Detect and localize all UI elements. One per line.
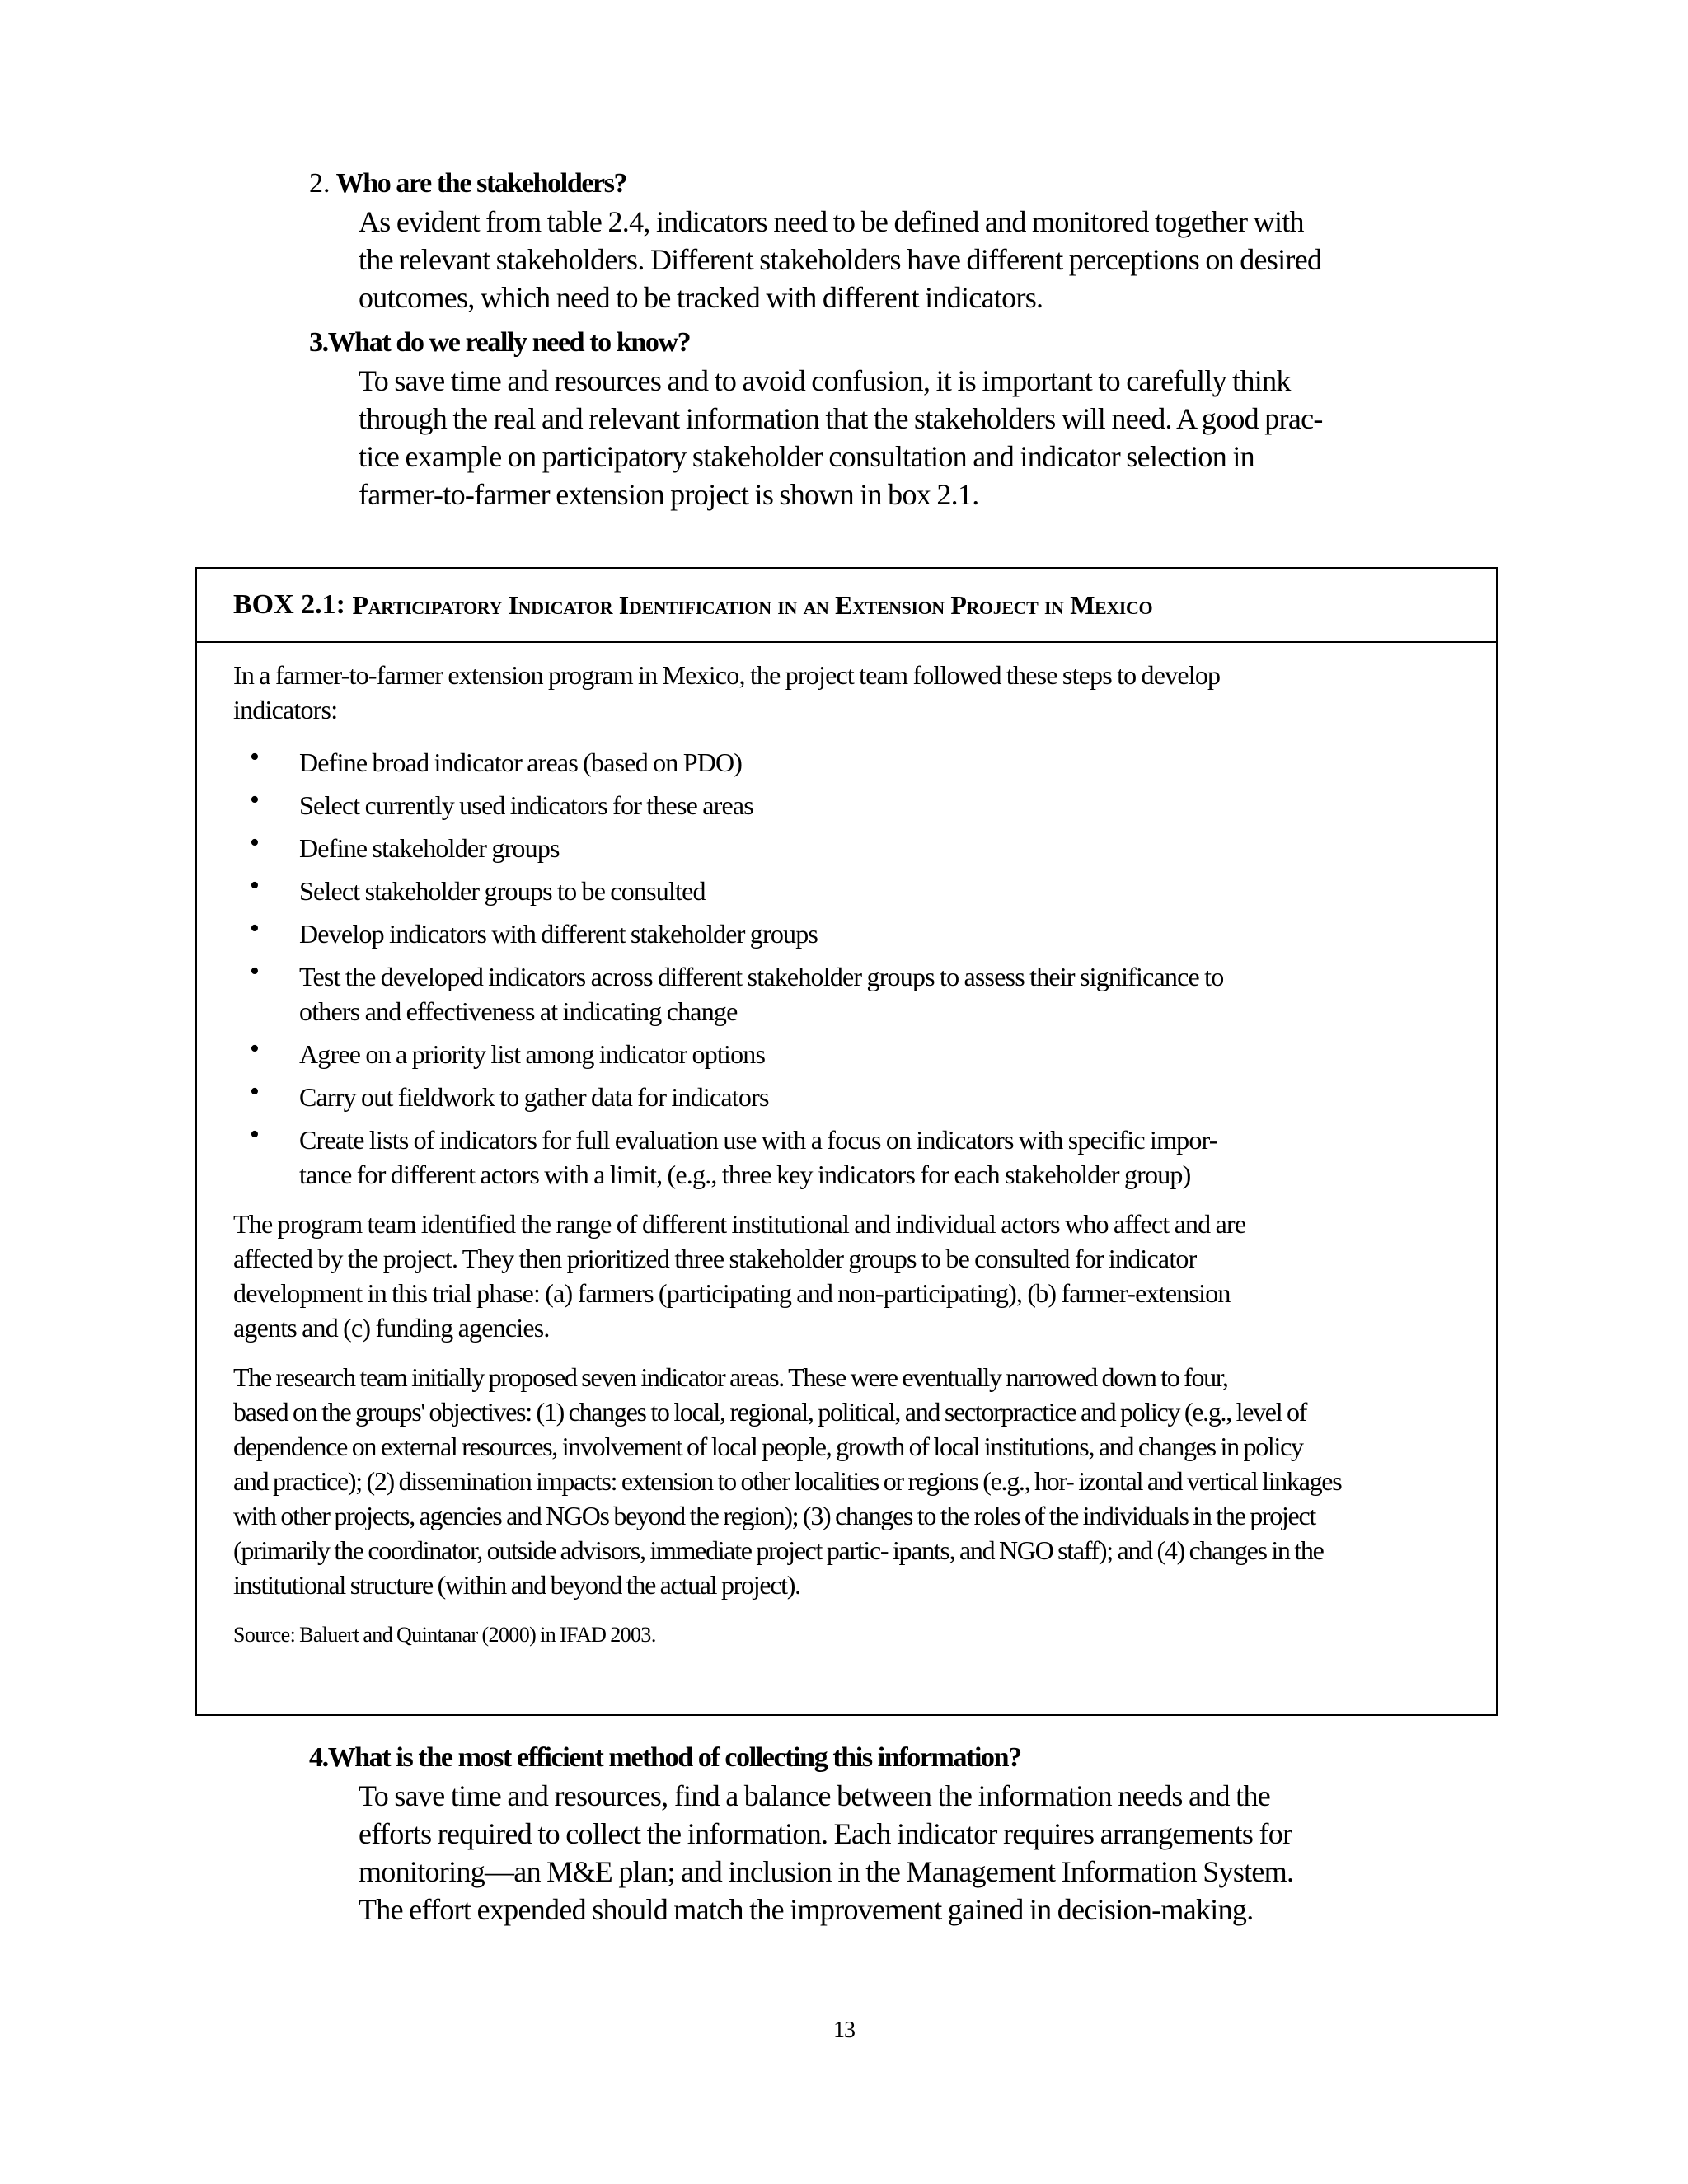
- box-paragraph-program-team: [233, 1207, 1470, 1345]
- bullet-icon: •: [250, 956, 260, 987]
- bullet-icon: •: [250, 742, 260, 772]
- step-text: Define broad indicator areas (based on PDO): [299, 748, 743, 777]
- body-line: As evident from table 2.4, indicators need to be defined and monitored together with: [359, 205, 1304, 238]
- body-line: the relevant stakeholders. Different stakeholders have different perceptions on desired: [359, 243, 1322, 276]
- step-text: Create lists of indicators for full evaluation use with a focus on indicators with specific impor-: [299, 1125, 1217, 1155]
- steps-list: [233, 742, 1470, 1192]
- list-item: [233, 1033, 1470, 1071]
- box-content: [233, 658, 1470, 1652]
- step-text: tance for different actors with a limit, (e.g., three key indicators for each stakeholder group): [299, 1160, 1191, 1189]
- paragraph-line: The research team initially proposed seven indicator areas. These were eventually narrowed down to four,: [233, 1362, 1228, 1392]
- box-2-1: [195, 567, 1498, 1716]
- body-line: monitoring—an M&E plan; and inclusion in the Management Information System.: [359, 1855, 1294, 1888]
- bullet-icon: •: [250, 1076, 260, 1107]
- box-title-text: Participatory Indicator Identification in an Extension Project in Mexico: [352, 589, 1153, 620]
- question-4: [309, 1739, 1414, 1929]
- paragraph-line: with other projects, agencies and NGOs beyond the region); (3) changes to the roles of the individuals in the project: [233, 1501, 1315, 1530]
- question-number: 2.: [309, 168, 331, 199]
- question-number: 3.: [309, 327, 328, 358]
- question-2: [309, 165, 1414, 316]
- paragraph-line: and practice); (2) dissemination impacts: extension to other localities or regions (e.g., hor- izontal and vertical linkages: [233, 1466, 1342, 1496]
- list-item: [233, 870, 1470, 908]
- paragraph-line: The program team identified the range of different institutional and individual actors who affect and are: [233, 1209, 1246, 1239]
- intro-line: In a farmer-to-farmer extension program in Mexico, the project team followed these steps to develop: [233, 660, 1221, 690]
- page-number: 13: [833, 2018, 855, 2043]
- step-text: Agree on a priority list among indicator options: [299, 1039, 766, 1069]
- paragraph-line: development in this trial phase: (a) farmers (participating and non-participating), (b) farmer-extension: [233, 1278, 1231, 1308]
- paragraph-line: institutional structure (within and beyond the actual project).: [233, 1570, 800, 1600]
- paragraph-line: based on the groups' objectives: (1) changes to local, regional, political, and sectorpractice and policy (e.g., level of: [233, 1397, 1307, 1427]
- list-item: [233, 785, 1470, 823]
- paragraph-line: (primarily the coordinator, outside advisors, immediate project partic- ipants, and NGO staff); and (4) changes in the: [233, 1535, 1324, 1565]
- question-heading: [309, 1739, 1414, 1777]
- bullet-icon: •: [250, 870, 260, 901]
- box-source: Source: Baluert and Quintanar (2000) in IFAD 2003.: [233, 1623, 656, 1647]
- question-title: What is the most efficient method of collecting this information?: [327, 1742, 1021, 1773]
- paragraph-line: agents and (c) funding agencies.: [233, 1313, 550, 1343]
- question-body: [359, 1777, 1414, 1929]
- body-line: through the real and relevant information that the stakeholders will need. A good prac-: [359, 402, 1323, 435]
- list-item: [233, 742, 1470, 780]
- step-text: Test the developed indicators across different stakeholder groups to assess their significance to: [299, 962, 1224, 991]
- list-item: [233, 913, 1470, 951]
- list-item: [233, 1119, 1470, 1192]
- body-line: outcomes, which need to be tracked with different indicators.: [359, 281, 1043, 314]
- paragraph-line: dependence on external resources, involvement of local people, growth of local institutions, and changes in policy: [233, 1432, 1303, 1461]
- step-text: Develop indicators with different stakeholder groups: [299, 919, 818, 949]
- bullet-icon: •: [250, 785, 260, 815]
- box-title: [197, 569, 1496, 643]
- bullet-icon: •: [250, 913, 260, 944]
- list-item: [233, 956, 1470, 1029]
- body-line: efforts required to collect the information. Each indicator requires arrangements for: [359, 1817, 1292, 1850]
- body-line: tice example on participatory stakeholder consultation and indicator selection in: [359, 440, 1254, 473]
- list-item: [233, 1076, 1470, 1114]
- bullet-icon: •: [250, 827, 260, 858]
- question-heading: [309, 324, 1414, 362]
- body-line: To save time and resources and to avoid confusion, it is important to carefully think: [359, 364, 1291, 397]
- question-title: Who are the stakeholders?: [335, 168, 627, 199]
- bullet-icon: •: [250, 1033, 260, 1064]
- step-text: others and effectiveness at indicating change: [299, 996, 738, 1026]
- bullet-icon: •: [250, 1119, 260, 1150]
- question-body: [359, 362, 1414, 513]
- step-text: Select stakeholder groups to be consulted: [299, 876, 706, 906]
- question-heading: [309, 165, 1414, 203]
- intro-line: indicators:: [233, 695, 338, 724]
- question-title: What do we really need to know?: [327, 327, 691, 358]
- body-line: farmer-to-farmer extension project is shown in box 2.1.: [359, 478, 979, 511]
- paragraph-line: affected by the project. They then prioritized three stakeholder groups to be consulted for indicator: [233, 1244, 1197, 1273]
- list-item: [233, 827, 1470, 865]
- step-text: Carry out fieldwork to gather data for indicators: [299, 1082, 769, 1112]
- body-line: To save time and resources, find a balance between the information needs and the: [359, 1779, 1271, 1812]
- question-number: 4.: [309, 1742, 328, 1773]
- question-body: [359, 203, 1414, 316]
- step-text: Select currently used indicators for these areas: [299, 790, 753, 820]
- box-paragraph-research-team: [233, 1360, 1470, 1602]
- box-intro: [233, 658, 1470, 727]
- step-text: Define stakeholder groups: [299, 833, 560, 863]
- question-3: [309, 324, 1414, 513]
- body-line: The effort expended should match the improvement gained in decision-making.: [359, 1893, 1254, 1926]
- box-label: BOX 2.1:: [233, 589, 345, 620]
